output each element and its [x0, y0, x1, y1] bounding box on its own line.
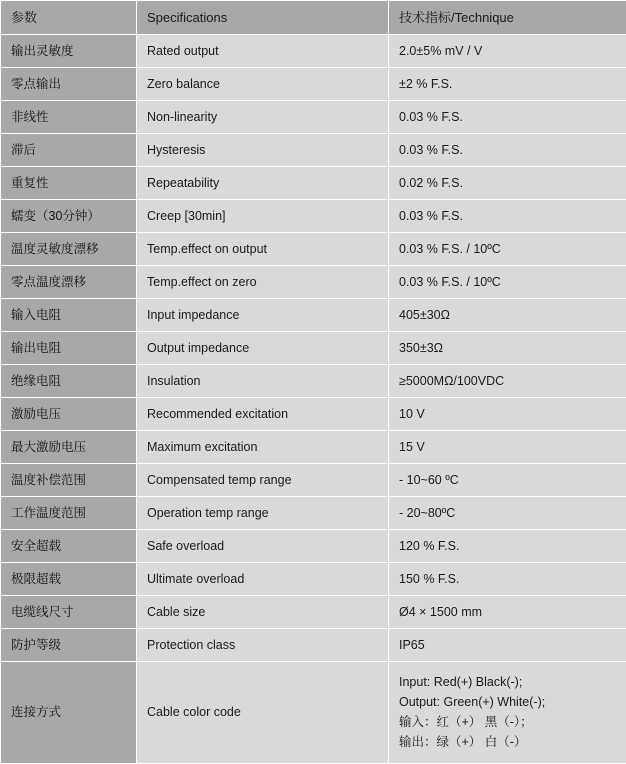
cell-technique: 0.03 % F.S.	[389, 200, 626, 233]
cell-parameter: 最大激励电压	[1, 431, 137, 464]
cell-parameter: 电缆线尺寸	[1, 596, 137, 629]
cell-specification: Insulation	[137, 365, 389, 398]
cell-specification: Safe overload	[137, 530, 389, 563]
cell-parameter: 重复性	[1, 167, 137, 200]
cell-parameter: 蠕变（30分钟）	[1, 200, 137, 233]
cell-technique: - 20~80ºC	[389, 497, 626, 530]
table-row	[1, 266, 626, 299]
cell-specification: Recommended excitation	[137, 398, 389, 431]
cell-specification: Cable size	[137, 596, 389, 629]
table-header-row	[1, 1, 626, 35]
cell-specification: Repeatability	[137, 167, 389, 200]
cell-technique: 15 V	[389, 431, 626, 464]
table-row	[1, 497, 626, 530]
cell-parameter: 防护等级	[1, 629, 137, 662]
table-row	[1, 101, 626, 134]
table-row	[1, 563, 626, 596]
table-row	[1, 233, 626, 266]
cell-specification: Temp.effect on zero	[137, 266, 389, 299]
cell-technique: 150 % F.S.	[389, 563, 626, 596]
cell-specification: Hysteresis	[137, 134, 389, 167]
cell-specification: Cable color code	[137, 662, 389, 764]
table-row	[1, 68, 626, 101]
cell-parameter: 激励电压	[1, 398, 137, 431]
cell-parameter: 安全超载	[1, 530, 137, 563]
header-cell-specifications: Specifications	[137, 1, 389, 35]
cell-technique: 350±3Ω	[389, 332, 626, 365]
cell-parameter: 绝缘电阻	[1, 365, 137, 398]
table-header	[1, 1, 626, 35]
cell-technique: ±2 % F.S.	[389, 68, 626, 101]
cell-parameter: 温度补偿范围	[1, 464, 137, 497]
cell-specification: Protection class	[137, 629, 389, 662]
cell-specification: Creep [30min]	[137, 200, 389, 233]
cell-technique: 0.03 % F.S.	[389, 101, 626, 134]
cell-technique: 2.0±5% mV / V	[389, 35, 626, 68]
cell-specification: Output impedance	[137, 332, 389, 365]
table-row	[1, 134, 626, 167]
table-row	[1, 596, 626, 629]
cell-technique-line: Input: Red(+) Black(-);	[399, 673, 616, 693]
table-row	[1, 629, 626, 662]
cell-specification: Zero balance	[137, 68, 389, 101]
table-row	[1, 398, 626, 431]
cell-technique: 0.03 % F.S.	[389, 134, 626, 167]
cell-parameter: 零点温度漂移	[1, 266, 137, 299]
cell-parameter: 输出电阻	[1, 332, 137, 365]
cell-technique: 10 V	[389, 398, 626, 431]
cell-technique: 0.02 % F.S.	[389, 167, 626, 200]
table-row	[1, 167, 626, 200]
table-row	[1, 332, 626, 365]
table-row	[1, 464, 626, 497]
header-cell-parameter: 参数	[1, 1, 137, 35]
cell-parameter: 输入电阻	[1, 299, 137, 332]
cell-parameter: 极限超载	[1, 563, 137, 596]
table-row	[1, 200, 626, 233]
cell-technique: 0.03 % F.S. / 10ºC	[389, 233, 626, 266]
cell-technique: ≥5000MΩ/100VDC	[389, 365, 626, 398]
cell-technique-line: Output: Green(+) White(-);	[399, 693, 616, 713]
header-cell-technique: 技术指标/Technique	[389, 1, 626, 35]
cell-parameter: 输出灵敏度	[1, 35, 137, 68]
table-row	[1, 530, 626, 563]
cell-specification: Input impedance	[137, 299, 389, 332]
cell-technique-line: 输入：红（+） 黑（-）；	[399, 713, 616, 733]
cell-technique: IP65	[389, 629, 626, 662]
cell-parameter: 非线性	[1, 101, 137, 134]
cell-technique: 405±30Ω	[389, 299, 626, 332]
table-row	[1, 662, 626, 764]
cell-parameter: 工作温度范围	[1, 497, 137, 530]
cell-technique: Ø4 × 1500 mm	[389, 596, 626, 629]
cell-specification: Operation temp range	[137, 497, 389, 530]
cell-parameter: 连接方式	[1, 662, 137, 764]
table-row	[1, 35, 626, 68]
cell-specification: Ultimate overload	[137, 563, 389, 596]
table-body	[1, 35, 626, 764]
table-row	[1, 431, 626, 464]
table-row	[1, 365, 626, 398]
cell-specification: Rated output	[137, 35, 389, 68]
cell-technique	[389, 662, 626, 764]
cell-specification: Compensated temp range	[137, 464, 389, 497]
cell-parameter: 滞后	[1, 134, 137, 167]
cell-technique: - 10~60 ºC	[389, 464, 626, 497]
cell-parameter: 温度灵敏度漂移	[1, 233, 137, 266]
table-row	[1, 299, 626, 332]
cell-specification: Maximum excitation	[137, 431, 389, 464]
cell-specification: Temp.effect on output	[137, 233, 389, 266]
cell-technique-lines	[399, 673, 616, 753]
cell-specification: Non-linearity	[137, 101, 389, 134]
cell-technique-line: 输出：绿（+） 白（-）	[399, 732, 616, 752]
cell-parameter: 零点输出	[1, 68, 137, 101]
cell-technique: 0.03 % F.S. / 10ºC	[389, 266, 626, 299]
cell-technique: 120 % F.S.	[389, 530, 626, 563]
